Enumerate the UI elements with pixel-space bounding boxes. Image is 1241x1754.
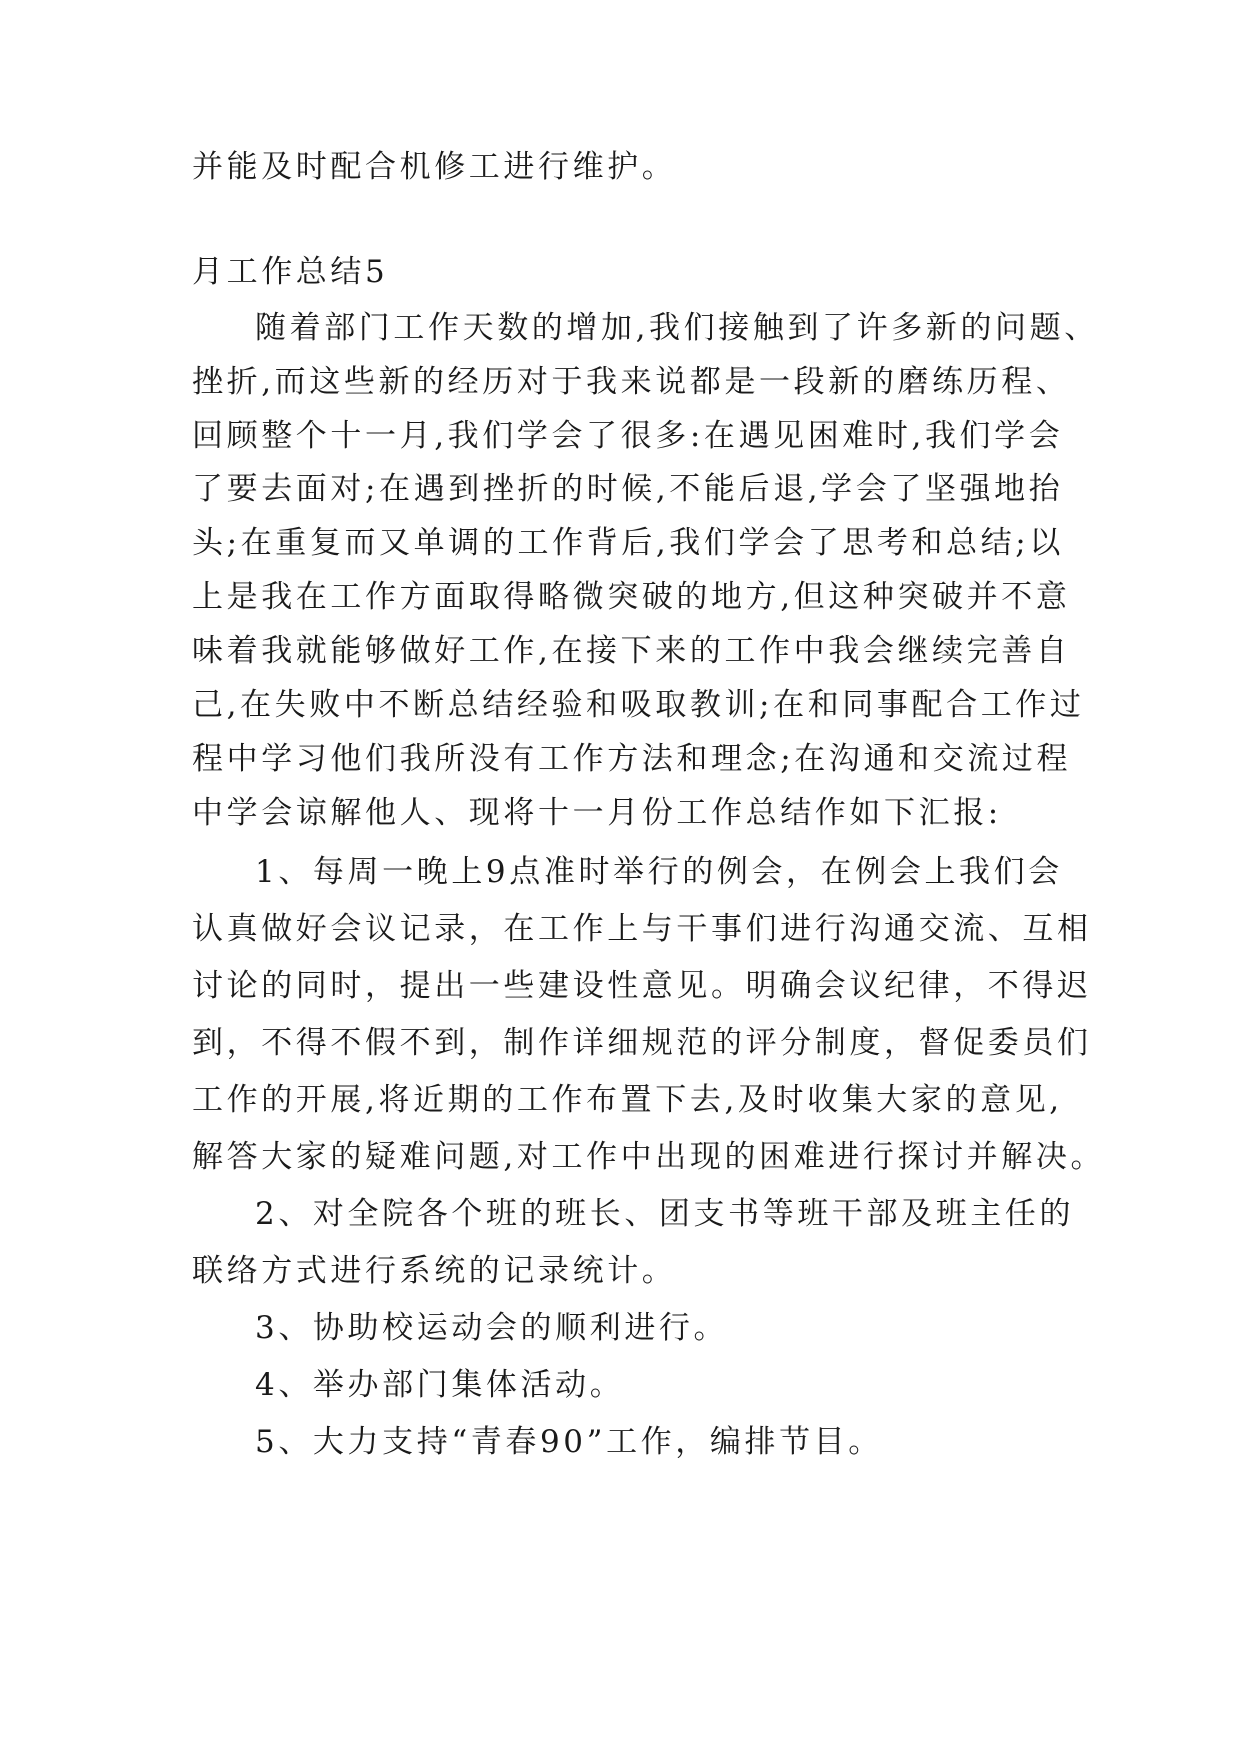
paragraph-line: 程中学习他们我所没有工作方法和理念;在沟通和交流过程 [192,741,1072,777]
paragraph-line: 1、每周一晚上9点准时举行的例会，在例会上我们会 [255,854,1063,890]
paragraph-line: 认真做好会议记录，在工作上与干事们进行沟通交流、互相 [192,911,1092,947]
paragraph-line: 随着部门工作天数的增加,我们接触到了许多新的问题、 [255,310,1099,346]
paragraph-line: 上是我在工作方面取得略微突破的地方,但这种突破并不意 [192,579,1071,615]
paragraph-line: 挫折,而这些新的经历对于我来说都是一段新的磨练历程、 [192,364,1071,400]
item-3: 3、协助校运动会的顺利进行。 [255,1310,729,1346]
prev-section-tail: 并能及时配合机修工进行维护。 [192,149,677,185]
paragraph-line: 解答大家的疑难问题,对工作中出现的困难进行探讨并解决。 [192,1139,1106,1175]
paragraph-line: 2、对全院各个班的班长、团支书等班干部及班主任的 [255,1196,1075,1232]
paragraph-line: 回顾整个十一月,我们学会了很多:在遇见困难时,我们学会 [192,418,1064,454]
item-5: 5、大力支持“青春90”工作，编排节目。 [255,1424,883,1460]
paragraph-line: 头;在重复而又单调的工作背后,我们学会了思考和总结;以 [192,525,1064,561]
paragraph-line: 讨论的同时，提出一些建设性意见。明确会议纪律，不得迟 [192,968,1092,1004]
section-heading: 月工作总结5 [192,254,389,290]
paragraph-line: 味着我就能够做好工作,在接下来的工作中我会继续完善自 [192,633,1071,669]
item-4: 4、举办部门集体活动。 [255,1367,625,1403]
paragraph-line: 联络方式进行系统的记录统计。 [192,1253,677,1289]
paragraph-line: 工作的开展,将近期的工作布置下去,及时收集大家的意见, [192,1082,1063,1118]
paragraph-line: 了要去面对;在遇到挫折的时候,不能后退,学会了坚强地抬 [192,471,1064,507]
paragraph-line: 中学会谅解他人、现将十一月份工作总结作如下汇报: [192,795,1002,831]
paragraph-line: 己,在失败中不断总结经验和吸取教训;在和同事配合工作过 [192,687,1085,723]
paragraph-line: 到，不得不假不到，制作详细规范的评分制度，督促委员们 [192,1025,1092,1061]
